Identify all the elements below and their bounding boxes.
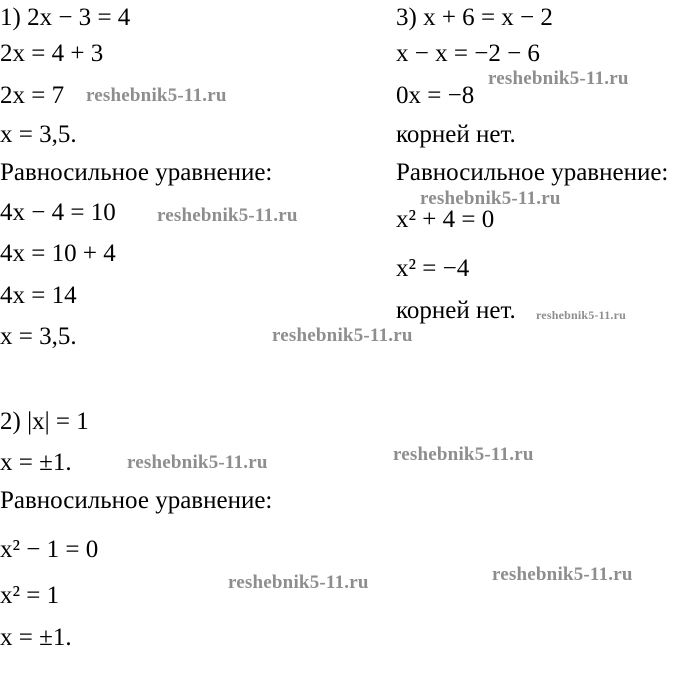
eq-2-4: x² = 1: [0, 582, 60, 609]
watermark: reshebnik5-11.ru: [420, 188, 561, 209]
eq-3-2: x − x = −2 − 6: [396, 40, 540, 67]
watermark: reshebnik5-11.ru: [393, 444, 534, 465]
watermark: reshebnik5-11.ru: [127, 452, 268, 473]
problem-number: 2): [0, 408, 28, 435]
equivalent-label-1: Равносильное уравнение:: [0, 159, 273, 186]
no-roots-2: корней нет.: [396, 297, 516, 324]
watermark: reshebnik5-11.ru: [492, 564, 633, 585]
eq-1-4: x = 3,5.: [0, 121, 77, 148]
equivalent-label-2: Равносильное уравнение:: [0, 487, 273, 514]
watermark: reshebnik5-11.ru: [488, 68, 629, 89]
eq-2-2: x = ±1.: [0, 449, 72, 476]
watermark: reshebnik5-11.ru: [272, 325, 413, 346]
eq-3-4: x² + 4 = 0: [396, 206, 495, 233]
eq-2-5: x = ±1.: [0, 624, 72, 651]
eq-3-5: x² = −4: [396, 255, 470, 282]
eq-1-8: x = 3,5.: [0, 323, 77, 350]
no-roots-1: корней нет.: [396, 121, 516, 148]
eq-1-2: 2x = 4 + 3: [0, 40, 104, 67]
eq-2-1: 2) |x| = 1: [0, 408, 89, 435]
eq-1-6: 4x = 10 + 4: [0, 240, 116, 267]
watermark: reshebnik5-11.ru: [536, 308, 626, 322]
eq-1-7: 4x = 14: [0, 282, 77, 309]
eq-1-3: 2x = 7: [0, 82, 65, 109]
eq-1-5: 4x − 4 = 10: [0, 199, 116, 226]
eq-3-1: 3) x + 6 = x − 2: [396, 4, 553, 31]
watermark: reshebnik5-11.ru: [228, 572, 369, 593]
eq-1-1: 1) 2x − 3 = 4: [0, 4, 131, 31]
problem-number: 1): [0, 4, 28, 31]
watermark: reshebnik5-11.ru: [157, 205, 298, 226]
equivalent-label-3: Равносильное уравнение:: [396, 159, 669, 186]
watermark: reshebnik5-11.ru: [86, 85, 227, 106]
eq-2-3: x² − 1 = 0: [0, 536, 99, 563]
problem-number: 3): [396, 4, 424, 31]
eq-3-3: 0x = −8: [396, 82, 475, 109]
